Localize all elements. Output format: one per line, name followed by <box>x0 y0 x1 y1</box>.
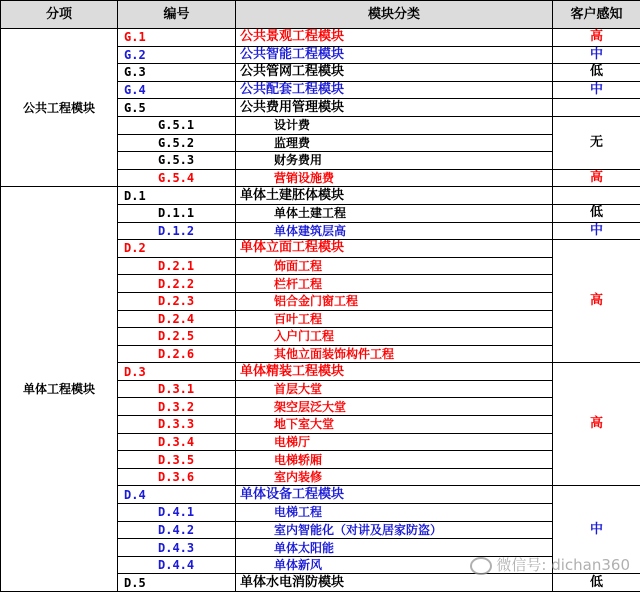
row-module: 监理费 <box>236 134 553 152</box>
watermark-text: 微信号: dichan360 <box>496 556 630 574</box>
row-code: G.5.2 <box>118 134 236 152</box>
header-perception: 客户感知 <box>553 1 640 29</box>
table-row <box>1 187 640 205</box>
perception-value: 中 <box>553 222 640 240</box>
row-module: 百叶工程 <box>236 310 553 328</box>
row-code: G.5.4 <box>118 169 236 187</box>
watermark <box>470 554 630 575</box>
row-code: D.5 <box>118 574 236 592</box>
row-module: 单体建筑层高 <box>236 222 553 240</box>
row-code: D.3 <box>118 363 236 381</box>
perception-value: 高 <box>553 29 640 47</box>
perception-value: 高 <box>553 240 640 363</box>
row-code: G.1 <box>118 29 236 47</box>
row-code: D.3.2 <box>118 398 236 416</box>
category-unit: 单体工程模块 <box>1 187 118 592</box>
row-code: D.3.4 <box>118 433 236 451</box>
perception-value: 高 <box>553 169 640 187</box>
row-code: D.3.5 <box>118 451 236 469</box>
row-module: 室内装修 <box>236 468 553 486</box>
table-row <box>1 29 640 47</box>
row-code: D.4.1 <box>118 504 236 522</box>
row-module: 其他立面装饰构件工程 <box>236 345 553 363</box>
header-category: 分项 <box>1 1 118 29</box>
row-module: 入户门工程 <box>236 328 553 346</box>
row-module: 营销设施费 <box>236 169 553 187</box>
row-module: 单体水电消防模块 <box>236 574 553 592</box>
row-code: D.4.3 <box>118 539 236 557</box>
category-public: 公共工程模块 <box>1 29 118 187</box>
row-code: D.2.4 <box>118 310 236 328</box>
row-module: 栏杆工程 <box>236 275 553 293</box>
perception-value: 低 <box>553 574 640 592</box>
wechat-icon <box>470 557 492 575</box>
header-module: 模块分类 <box>236 1 553 29</box>
header-row <box>1 1 640 29</box>
row-module: 单体太阳能 <box>236 539 553 557</box>
row-module: 财务费用 <box>236 152 553 170</box>
perception-value: 中 <box>553 46 640 64</box>
row-module: 单体精装工程模块 <box>236 363 553 381</box>
row-module: 设计费 <box>236 116 553 134</box>
row-module: 电梯轿厢 <box>236 451 553 469</box>
row-code: D.2.1 <box>118 257 236 275</box>
row-module: 公共配套工程模块 <box>236 81 553 99</box>
row-module: 室内智能化（对讲及居家防盗） <box>236 521 553 539</box>
row-code: D.4.4 <box>118 556 236 574</box>
row-code: G.5.1 <box>118 116 236 134</box>
row-code: D.3.6 <box>118 468 236 486</box>
row-code: D.4.2 <box>118 521 236 539</box>
row-module: 单体土建工程 <box>236 204 553 222</box>
row-module: 单体土建胚体模块 <box>236 187 553 205</box>
row-module: 单体新风 <box>236 556 553 574</box>
perception-value: 无 <box>553 116 640 169</box>
row-code: D.3.3 <box>118 416 236 434</box>
row-module: 电梯厅 <box>236 433 553 451</box>
row-module: 公共智能工程模块 <box>236 46 553 64</box>
perception-empty <box>553 187 640 205</box>
row-code: G.2 <box>118 46 236 64</box>
row-code: D.2.6 <box>118 345 236 363</box>
row-module: 铝合金门窗工程 <box>236 292 553 310</box>
row-code: D.2.2 <box>118 275 236 293</box>
row-module: 单体立面工程模块 <box>236 240 553 258</box>
row-module: 首层大堂 <box>236 380 553 398</box>
row-module: 公共景观工程模块 <box>236 29 553 47</box>
row-code: D.1.2 <box>118 222 236 240</box>
perception-value: 中 <box>553 81 640 99</box>
row-module: 公共管网工程模块 <box>236 64 553 82</box>
row-code: D.1 <box>118 187 236 205</box>
perception-value: 中 <box>553 486 640 574</box>
row-code: D.2 <box>118 240 236 258</box>
row-code: D.2.3 <box>118 292 236 310</box>
row-code: D.3.1 <box>118 380 236 398</box>
row-code: D.2.5 <box>118 328 236 346</box>
perception-empty <box>553 99 640 117</box>
row-module: 电梯工程 <box>236 504 553 522</box>
perception-value: 高 <box>553 363 640 486</box>
row-module: 架空层泛大堂 <box>236 398 553 416</box>
row-module: 地下室大堂 <box>236 416 553 434</box>
row-module: 公共费用管理模块 <box>236 99 553 117</box>
row-code: G.5.3 <box>118 152 236 170</box>
perception-value: 低 <box>553 204 640 222</box>
row-code: D.4 <box>118 486 236 504</box>
row-code: G.4 <box>118 81 236 99</box>
row-code: G.5 <box>118 99 236 117</box>
header-code: 编号 <box>118 1 236 29</box>
row-code: D.1.1 <box>118 204 236 222</box>
row-code: G.3 <box>118 64 236 82</box>
row-module: 单体设备工程模块 <box>236 486 553 504</box>
row-module: 饰面工程 <box>236 257 553 275</box>
perception-value: 低 <box>553 64 640 82</box>
